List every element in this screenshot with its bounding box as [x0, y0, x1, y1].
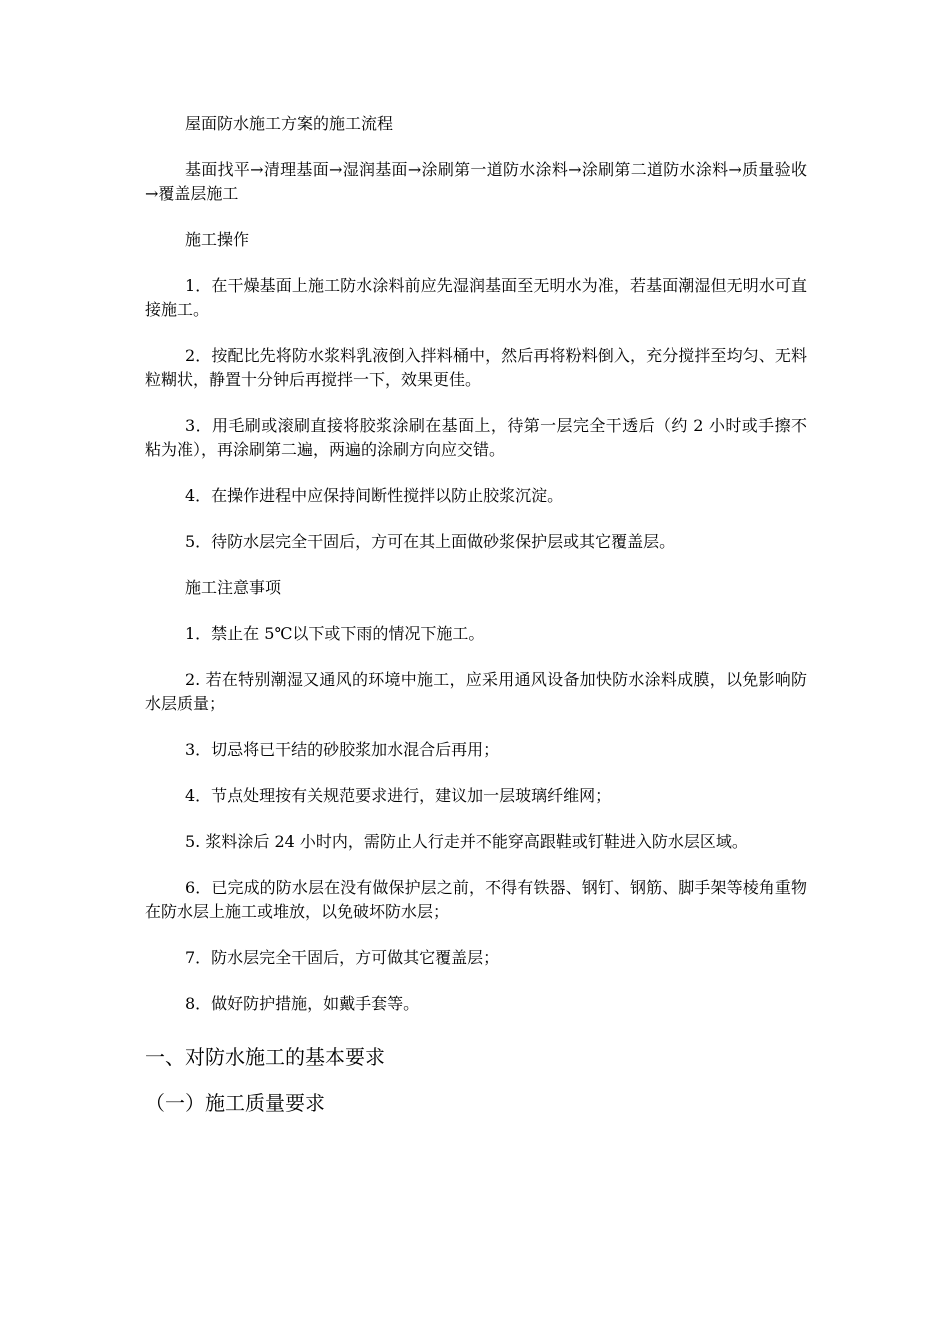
heading-basic-requirements: 一、对防水施工的基本要求	[145, 1045, 385, 1069]
operation-step-1: 1．在干燥基面上施工防水涂料前应先湿润基面至无明水为准，若基面潮湿但无明水可直接施工。	[145, 276, 807, 319]
note-1: 1．禁止在 5℃以下或下雨的情况下施工。	[185, 624, 485, 643]
operation-step-3: 3．用毛刷或滚刷直接将胶浆涂刷在基面上，待第一层完全干透后（约 2 小时或手擦不粘为准），再涂刷第二遍，两遍的涂刷方向应交错。	[145, 416, 807, 459]
operation-step-2: 2．按配比先将防水浆料乳液倒入拌料桶中，然后再将粉料倒入，充分搅拌至均匀、无料粒糊状，静置十分钟后再搅拌一下，效果更佳。	[145, 346, 807, 389]
section-title-process: 屋面防水施工方案的施工流程	[185, 114, 394, 133]
operation-step-5: 5．待防水层完全干固后，方可在其上面做砂浆保护层或其它覆盖层。	[185, 532, 676, 551]
note-6: 6．已完成的防水层在没有做保护层之前，不得有铁器、钢钉、钢筋、脚手架等棱角重物在防水层上施工或堆放，以免破坏防水层；	[145, 878, 807, 921]
note-8: 8．做好防护措施，如戴手套等。	[185, 994, 420, 1013]
note-2: 2. 若在特别潮湿又通风的环境中施工，应采用通风设备加快防水涂料成膜，以免影响防水层质量；	[145, 670, 807, 713]
note-7: 7．防水层完全干固后，方可做其它覆盖层；	[185, 948, 500, 967]
note-3: 3．切忌将已干结的砂胶浆加水混合后再用；	[185, 740, 500, 759]
process-flow-text: 基面找平→清理基面→湿润基面→涂刷第一道防水涂料→涂刷第二道防水涂料→质量验收→覆盖层施工	[145, 160, 807, 203]
heading-quality-requirements: （一）施工质量要求	[145, 1091, 325, 1115]
section-title-operation: 施工操作	[185, 230, 250, 249]
operation-step-4: 4．在操作进程中应保持间断性搅拌以防止胶浆沉淀。	[185, 486, 564, 505]
document-page	[145, 112, 807, 1118]
note-5: 5. 浆料涂后 24 小时内，需防止人行走并不能穿高跟鞋或钉鞋进入防水层区域。	[185, 832, 748, 851]
section-title-notes: 施工注意事项	[185, 578, 282, 597]
note-4: 4．节点处理按有关规范要求进行，建议加一层玻璃纤维网；	[185, 786, 612, 805]
